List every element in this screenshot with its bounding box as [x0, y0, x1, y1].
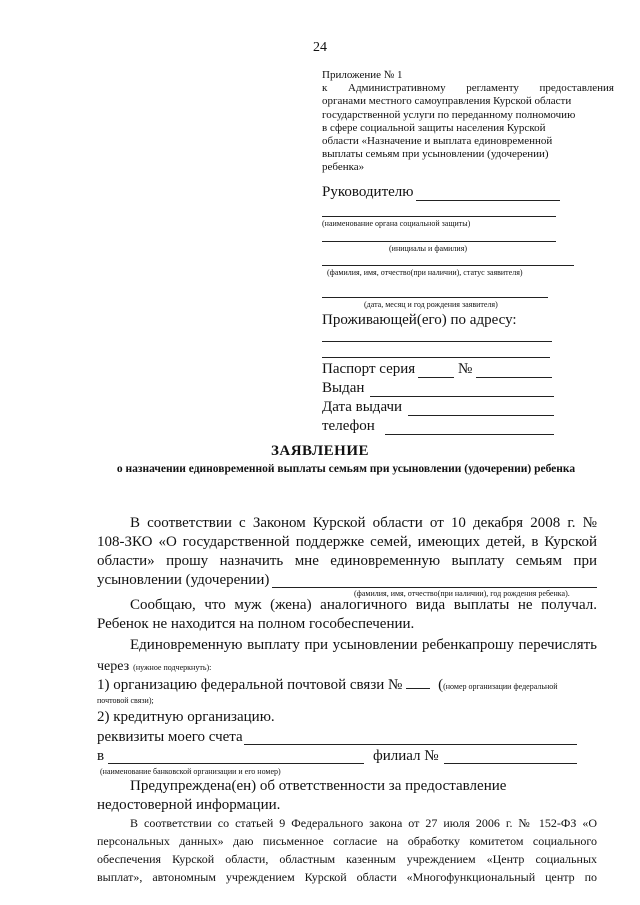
statement-title: ЗАЯВЛЕНИЕ: [270, 443, 370, 459]
p3-line: Единовременную выплату при усыновлении ребенкапрошу перечислять: [130, 637, 597, 653]
p1-line: области» прошу назначить мне единовременную выплату семьям при: [97, 553, 597, 569]
issue-date-field[interactable]: [408, 415, 554, 416]
issued-label: Выдан: [322, 380, 365, 396]
page-number: 24: [313, 40, 327, 55]
bank-name-field[interactable]: [108, 763, 364, 764]
branch-number-field[interactable]: [444, 763, 577, 764]
to-head-label: Руководителю: [322, 184, 414, 200]
caption-organ: (наименование органа социальной защиты): [322, 219, 471, 228]
caption-birth: (дата, месяц и год рождения заявителя): [364, 300, 498, 309]
organ-field[interactable]: [322, 216, 556, 217]
p1-line: 108-ЗКО «О государственной поддержке семей, имеющих детей, в Курской: [97, 534, 597, 550]
issue-date-label: Дата выдачи: [322, 399, 403, 415]
p3-note: (нужное подчеркнуть):: [133, 663, 212, 672]
p1-line: усыновлении (удочерении): [97, 572, 270, 588]
passport-number-field[interactable]: [476, 377, 552, 378]
passport-series-label: Паспорт серия: [322, 361, 416, 377]
option-1-label: 1) организацию федеральной почтовой связи №: [97, 677, 403, 693]
address-field-1[interactable]: [322, 341, 552, 342]
account-label: реквизиты моего счета: [97, 729, 243, 745]
option-1-note-2: почтовой связи);: [97, 696, 154, 705]
appendix-block: [322, 69, 614, 175]
p2-line: Ребенок не находится на полном гособеспечении.: [97, 616, 415, 632]
address-label: Проживающей(его) по адресу:: [322, 312, 517, 328]
caption-bank: (наименование банковской организации и его номер): [100, 767, 281, 776]
p3-through: через: [97, 659, 130, 674]
warning-line: недостоверной информации.: [97, 797, 281, 813]
appendix-line: государственной услуги по переданному полномочию: [322, 108, 576, 121]
initials-field[interactable]: [322, 241, 556, 242]
caption-applicant: (фамилия, имя, отчество(при наличии), статус заявителя): [327, 268, 523, 277]
p3-line-2: [97, 657, 211, 675]
consent-line: выплат», автономным учреждением Курской области «Многофункциональный центр по: [97, 870, 597, 884]
caption-initials: (инициалы и фамилия): [389, 244, 468, 253]
consent-line: персональных данных» даю письменное согласие на обработку комитетом социального: [97, 834, 597, 848]
caption-child: (фамилия, имя, отчество(при наличии), год рождения ребенка).: [354, 589, 570, 598]
warning-line: Предупреждена(ен) об ответственности за предоставление: [130, 778, 507, 794]
child-name-field[interactable]: [272, 587, 597, 588]
branch-label: филиал №: [373, 748, 439, 764]
consent-line: В соответствии со статьей 9 Федерального закона от 27 июля 2006 г. № 152-ФЗ «О: [130, 816, 597, 830]
consent-line: обеспечения Курской области, областным казенным учреждением «Центр социальных: [97, 852, 597, 866]
appendix-line: выплаты семьям при усыновлении (удочерении): [322, 148, 549, 161]
p1-line: В соответствии с Законом Курской области от 10 декабря 2008 г. №: [130, 515, 597, 531]
appendix-line: ребенка»: [322, 161, 365, 174]
account-field[interactable]: [244, 744, 577, 745]
option-1[interactable]: 1) организацию федеральной почтовой связи № ((номер организации федеральной: [97, 677, 558, 693]
issued-field[interactable]: [370, 396, 554, 397]
p2-line: Сообщаю, что муж (жена) аналогичного вида выплаты не получал.: [130, 597, 597, 613]
head-name-field[interactable]: [416, 200, 560, 201]
appendix-line: в сфере социальной защиты населения Курской: [322, 121, 546, 134]
bank-in-label: в: [97, 748, 105, 764]
option-2[interactable]: 2) кредитную организацию.: [97, 709, 275, 725]
passport-number-sign: №: [458, 361, 473, 377]
passport-series-field[interactable]: [418, 377, 454, 378]
appendix-title: Приложение № 1: [322, 69, 403, 81]
post-office-number-field[interactable]: [406, 676, 430, 689]
option-1-note: (номер организации федеральной: [443, 682, 558, 691]
phone-label: телефон: [322, 418, 375, 434]
appendix-line: к Административному регламенту предоставления: [322, 82, 614, 95]
appendix-line: области «Назначение и выплата единовременной: [322, 135, 553, 148]
appendix-line: органами местного самоуправления Курской области: [322, 95, 572, 108]
phone-field[interactable]: [385, 434, 554, 435]
address-field-2[interactable]: [322, 357, 550, 358]
birth-date-field[interactable]: [322, 297, 548, 298]
statement-subtitle: о назначении единовременной выплаты семьям при усыновлении (удочерении) ребенка: [116, 463, 576, 475]
applicant-field[interactable]: [322, 265, 574, 266]
